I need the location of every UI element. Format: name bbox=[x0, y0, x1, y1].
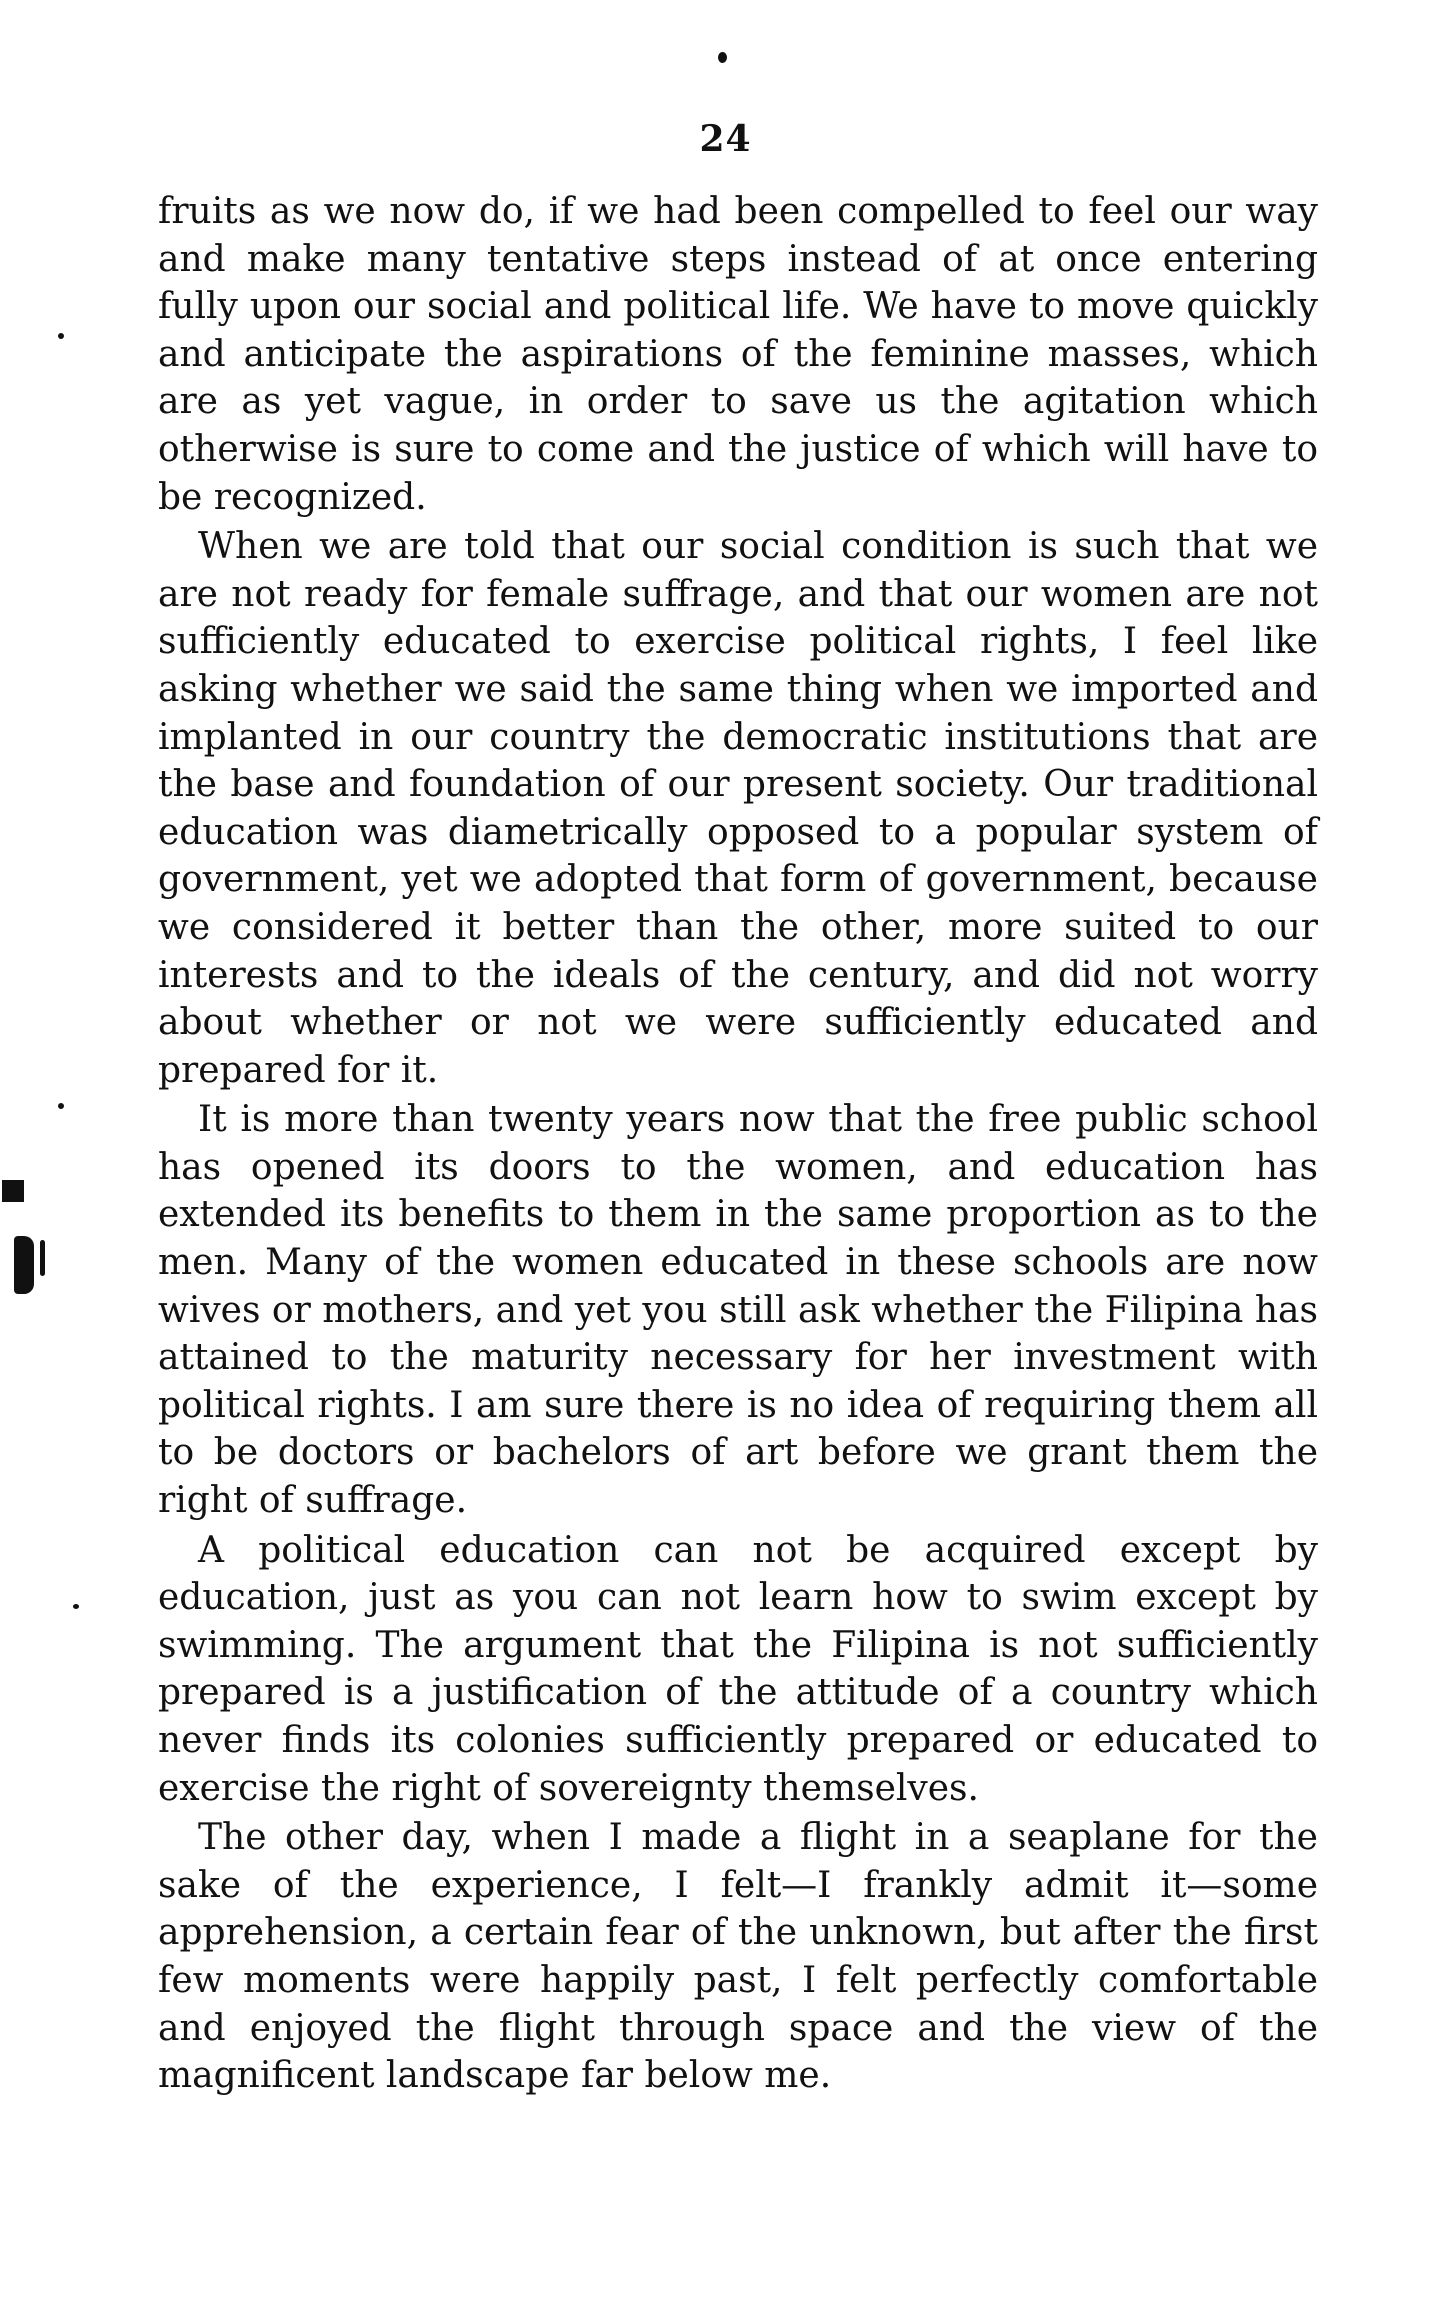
paragraph: It is more than twenty years now that the free public school has opened its doors to the women, and education has extended its benefits to them in the same proportion as to the men. Many of the women educated in these schools are now wives or mothers, and yet you still ask whether the Filipina has attained to the maturity necessary for her investment with political rights. I am sure there is no idea of requiring them all to be doctors or bachelors of art before we grant them the right of suffrage. bbox=[158, 1099, 1318, 1522]
scan-speck bbox=[73, 1604, 79, 1609]
paragraph: The other day, when I made a flight in a seaplane for the sake of the experience, I felt—I frankly admit it—some apprehension, a certain fear of the unknown, but after the first few moments were happily past, I felt perfectly comfortable and enjoyed the flight through space and the view of the magnificent landscape far below me. bbox=[158, 1817, 1318, 2097]
scan-speck bbox=[718, 52, 727, 63]
scan-edge-mark bbox=[14, 1236, 34, 1294]
scan-speck bbox=[58, 333, 64, 339]
scan-edge-mark bbox=[40, 1240, 45, 1276]
paragraph: fruits as we now do, if we had been compelled to feel our way and make many tentative steps instead of at once entering fully upon our social and political life. We have to move quickly and anticipate the aspirations of the feminine masses, which are as yet vague, in order to save us the agitation which otherwise is sure to come and the justice of which will have to be recognized. bbox=[158, 191, 1318, 518]
paragraph: When we are told that our social condition is such that we are not ready for female suffrage, and that our women are not sufficiently educated to exercise political rights, I feel like asking whether we said the same thing when we imported and implanted in our country the democratic institutions that are the base and foundation of our present society. Our traditional education was diametrically opposed to a popular system of government, yet we adopted that form of government, because we considered it better than the other, more suited to our interests and to the ideals of the century, and did not worry about whether or not we were sufficiently educated and prepared for it. bbox=[158, 526, 1318, 1091]
paragraph: A political education can not be acquired except by education, just as you can not learn how to swim except by swimming. The argument that the Filipina is not sufficiently prepared is a justification of the attitude of a country which never finds its colonies sufficiently prepared or educated to exercise the right of sovereignty themselves. bbox=[158, 1529, 1318, 1809]
page-number: 24 bbox=[699, 118, 752, 160]
scan-edge-mark bbox=[2, 1180, 24, 1202]
scan-speck bbox=[58, 1103, 64, 1109]
body-text bbox=[158, 188, 1318, 2100]
